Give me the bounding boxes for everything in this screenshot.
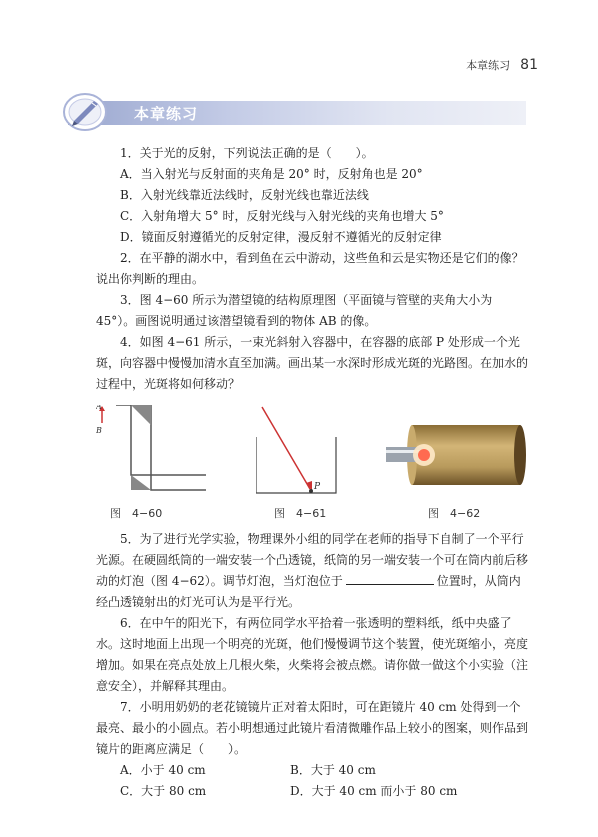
question-1-stem: 1．关于光的反射，下列说法正确的是（ ）。 (120, 146, 374, 160)
spot-label-p: P (314, 482, 321, 492)
object-label-a: A (96, 405, 102, 411)
question-6: 6．在中午的阳光下，有两位同学水平拾着一张透明的塑料纸，纸中央盛了水。这时地面上出现一个明亮的光斑，他们慢慢调节这个装置，使光斑缩小，亮度增加。如果在亮点处放上几根火柴，火柴将会被点燃。请你做一做这个小实验（注意安全），并解释其理由。 (96, 616, 529, 693)
question-7-option-b: B．大于 40 cm (290, 763, 376, 777)
figure-62-caption: 图 4−62 (428, 507, 481, 520)
object-label-b: B (96, 426, 102, 435)
question-1-option-b: B．入射光线靠近法线时，反射光线也靠近法线 (120, 188, 369, 202)
question-7-option-a: A．小于 40 cm (120, 763, 206, 777)
question-1-option-a: A．当入射光与反射面的夹角是 20° 时，反射角也是 20° (120, 167, 423, 181)
question-5-text-after: 位置时，从筒内经凸透镜射出的灯光可认为是平行光。 (96, 574, 521, 609)
figure-61-caption: 图 4−61 (274, 507, 327, 520)
section-banner (68, 101, 526, 125)
question-4: 4．如图 4−61 所示，一束光斜射入容器中，在容器的底部 P 处形成一个光斑，向容器中慢慢加清水直至加满。画出某一水深时形成光斑的光路图。在加水的过程中，光斑将如何移动？ (96, 335, 529, 391)
question-1-option-c: C．入射角增大 5° 时，反射光线与入射光线的夹角也增大 5° (120, 209, 444, 223)
question-7-option-c: C．大于 80 cm (120, 784, 207, 798)
question-5-text: 5．为了进行光学实验，物理课外小组的同学在老师的指导下自制了一个平行光源。在硬圆纸筒的一端安装一个凸透镜，纸筒的另一端安装一个可在筒内前后移动的灯泡（图 4−62）。调节灯泡，当灯泡位于 (96, 532, 529, 588)
paper-tube-figure (386, 415, 528, 497)
question-5 (96, 529, 528, 613)
running-header-section: 本章练习 (466, 59, 511, 72)
figure-60-caption: 图 4−60 (110, 507, 163, 520)
running-header (466, 57, 538, 73)
question-7-options-row-2 (120, 781, 528, 802)
answer-blank (346, 571, 434, 585)
question-3: 3．图 4−60 所示为潜望镜的结构原理图（平面镜与管壁的夹角大小为 45°）。画图说明通过该潜望镜看到的物体 AB 的像。 (96, 293, 493, 328)
figure-row (96, 405, 528, 523)
container-light-figure (256, 405, 346, 497)
question-1-option-d: D．镜面反射遵循光的反射定律，漫反射不遵循光的反射定律 (120, 230, 442, 244)
periscope-figure (96, 405, 206, 497)
question-7-option-d: D．大于 40 cm 而小于 80 cm (290, 784, 458, 798)
page-number: 81 (520, 57, 538, 73)
question-7-stem: 7．小明用奶奶的老花镜镜片正对着太阳时，可在距镜片 40 cm 处得到一个最亮、最小的小圆点。若小明想通过此镜片看清微雕作品上较小的图案，则作品到镜片的距离应满足（ ）。 (96, 700, 529, 756)
exercise-content (96, 143, 528, 802)
section-title: 本章练习 (134, 105, 199, 123)
question-2: 2．在平静的湖水中，看到鱼在云中游动，这些鱼和云是实物还是它们的像？说出你判断的理由。 (96, 251, 524, 286)
pen-emblem-icon (62, 91, 108, 133)
question-7-options-row-1 (120, 760, 528, 781)
